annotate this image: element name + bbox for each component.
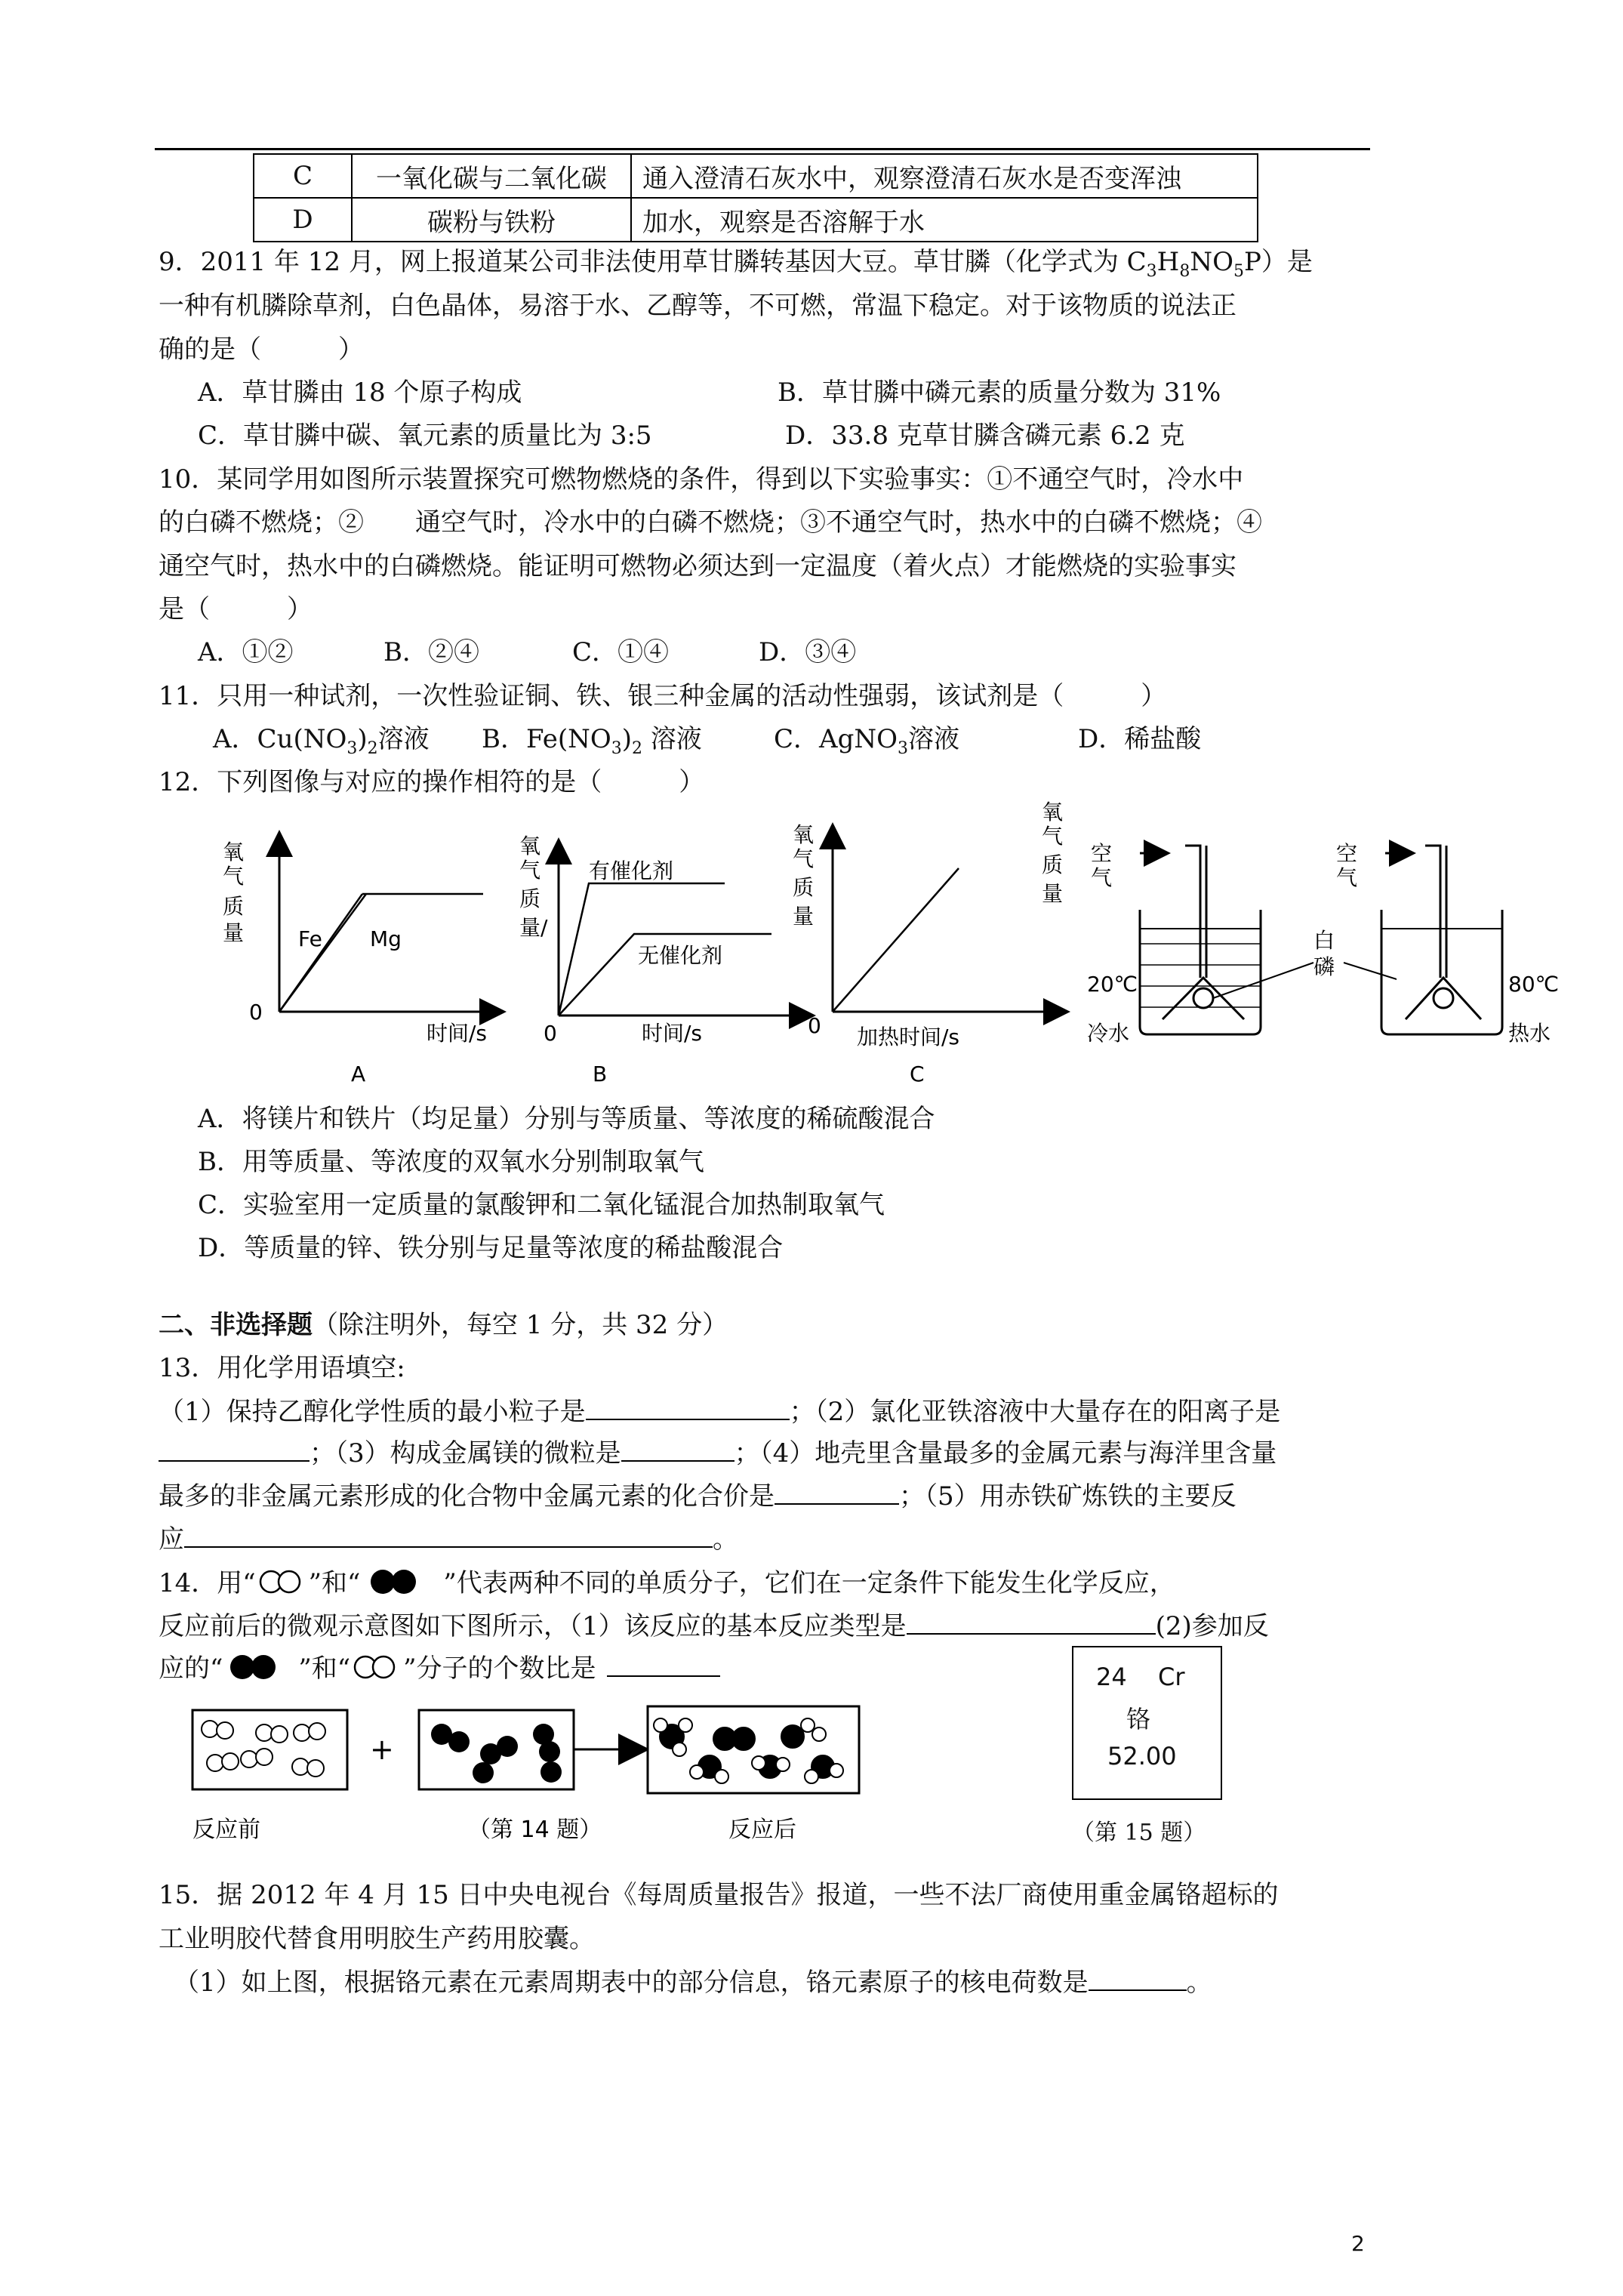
blank-14-2[interactable] — [607, 1653, 720, 1677]
temp-80: 80℃ — [1508, 972, 1560, 997]
q15-figure-caption: （第 15 题） — [1072, 1820, 1206, 1846]
q12-figure-d-right — [1336, 800, 1608, 1102]
graph-d-ylabel-2: 气 — [1042, 824, 1064, 849]
q9-option-a: A．草甘膦由 18 个原子构成 — [198, 378, 522, 408]
graph-b-ylabel-3: 质 — [519, 886, 541, 911]
q11-option-c: C．AgNO$_3$溶液 — [774, 724, 959, 758]
row-label: D — [254, 198, 352, 242]
graph-b-caption: B — [593, 1062, 608, 1086]
temp-20: 20℃ — [1087, 972, 1138, 997]
q11-option-a: A．$Cu(NO_3)_2$溶液 — [213, 724, 430, 758]
row-label: C — [254, 154, 352, 198]
graph-a — [223, 834, 502, 1086]
q10-line4: 是（ ） — [159, 594, 313, 624]
black-molecule-icon — [223, 1654, 298, 1680]
q9-line1: 9．2011 年 12 月，网上报道某公司非法使用草甘膦转基因大豆。草甘膦（化学式为 $C_3H_8NO_5P$）是 — [159, 247, 1313, 281]
graph-a-series-fe: Fe — [298, 926, 322, 951]
q13-line2: （1）保持乙醇化学性质的最小粒子是 ；（2）氯化亚铁溶液中大量存在的阳离子是 — [159, 1397, 1281, 1427]
graph-c-xlabel: 加热时间/s — [857, 1025, 960, 1049]
air-label-1b: 气 — [1091, 865, 1113, 890]
q10-line2: 的白磷不燃烧；② 通空气时，冷水中的白磷不燃烧；③不通空气时，热水中的白磷不燃烧；④ — [159, 507, 1262, 538]
air-label-1a: 空 — [1091, 841, 1113, 866]
graph-a-origin: 0 — [249, 1000, 263, 1025]
graph-c-ylabel-1: 氧 — [793, 822, 815, 847]
section2-heading: 二、非选择题（除注明外，每空 1 分，共 32 分） — [159, 1310, 728, 1340]
q10-option-d: D．③④ — [759, 637, 857, 667]
row-item: 碳粉与铁粉 — [352, 198, 631, 242]
air-label-2a: 空 — [1336, 841, 1358, 866]
graph-b-ylabel-4: 量/ — [519, 915, 548, 940]
blank-14-1[interactable] — [907, 1610, 1156, 1635]
q15-line1: 15．据 2012 年 4 月 15 日中央电视台《每周质量报告》报道，一些不法厂商使用重金属铬超标的 — [159, 1880, 1279, 1910]
q9-line3: 确的是（ ） — [159, 334, 364, 365]
q9-option-d: D．33.8 克草甘膦含磷元素 6.2 克 — [785, 421, 1185, 451]
q12-figures — [151, 800, 1397, 1102]
graph-b-ylabel-1: 氧 — [519, 834, 541, 858]
q13-line5: 应 。 — [159, 1524, 738, 1555]
white-molecule-icon — [350, 1654, 403, 1680]
air-label-2b: 气 — [1336, 865, 1358, 890]
q12-option-a: A．将镁片和铁片（均足量）分别与等质量、等浓度的稀硫酸混合 — [198, 1104, 935, 1134]
graph-c-ylabel-3: 质 — [793, 875, 815, 900]
q15-line3: （1）如上图，根据铬元素在元素周期表中的部分信息，铬元素原子的核电荷数是 。 — [174, 1968, 1212, 1998]
atomic-mass: 52.00 — [1107, 1742, 1177, 1771]
before-label: 反应前 — [192, 1817, 260, 1843]
q11-line1: 11．只用一种试剂，一次性验证铜、铁、银三种金属的活动性强弱，该试剂是（ ） — [159, 681, 1167, 711]
graph-b — [519, 834, 815, 1086]
q15-line2: 工业明胶代替食用明胶生产药用胶囊。 — [159, 1924, 595, 1954]
atomic-number: 24 — [1096, 1663, 1127, 1691]
element-name: 铬 — [1126, 1705, 1151, 1734]
water-cold: 冷水 — [1087, 1021, 1130, 1046]
graph-d-ylabel-3: 质 — [1042, 852, 1064, 877]
graph-a-series-mg: Mg — [370, 926, 402, 951]
graph-c-origin: 0 — [808, 1013, 821, 1038]
white-molecule-icon — [256, 1569, 309, 1595]
graph-b-origin: 0 — [544, 1021, 557, 1046]
q11-option-b: B．$Fe(NO_3)_2$ 溶液 — [482, 724, 702, 758]
blank-13-3[interactable] — [621, 1438, 735, 1462]
q12-option-b: B．用等质量、等浓度的双氧水分别制取氧气 — [198, 1147, 704, 1177]
q12-option-c: C．实验室用一定质量的氯酸钾和二氧化锰混合加热制取氧气 — [198, 1190, 885, 1220]
q14-caption: （第 14 题） — [468, 1817, 602, 1843]
q14-line2: 反应前后的微观示意图如下图所示，（1）该反应的基本反应类型是 (2)参加反 — [159, 1611, 1269, 1641]
page-number: 2 — [1351, 2231, 1365, 2256]
graph-b-ylabel-2: 气 — [519, 858, 541, 883]
q14-line3: 应的“ ”和“ ”分子的个数比是 — [159, 1652, 720, 1685]
q13-line1: 13．用化学用语填空: — [159, 1353, 405, 1383]
q12-option-d: D．等质量的锌、铁分别与足量等浓度的稀盐酸混合 — [198, 1233, 784, 1263]
graph-c-ylabel-2: 气 — [793, 846, 815, 871]
q10-option-a: A．①② — [198, 637, 294, 667]
phosphorus-label-2: 磷 — [1313, 954, 1335, 979]
element-cell — [1072, 1646, 1222, 1800]
graph-c — [793, 822, 1066, 1086]
blank-13-1[interactable] — [586, 1396, 790, 1420]
graph-a-ylabel-2: 气 — [223, 864, 245, 889]
options-table — [253, 153, 1258, 242]
water-hot: 热水 — [1508, 1021, 1551, 1046]
graph-a-ylabel-1: 氧 — [223, 840, 245, 864]
q12-line1: 12．下列图像与对应的操作相符的是（ ） — [159, 767, 705, 797]
q9-option-c: C．草甘膦中碳、氧元素的质量比为 3:5 — [198, 421, 652, 451]
q14-line1: 14．用“ ”和“ ”代表两种不同的单质分子，它们在一定条件下能发生化学反应， — [159, 1568, 1175, 1598]
element-symbol: Cr — [1158, 1663, 1185, 1691]
blank-13-2[interactable] — [159, 1438, 310, 1462]
graph-c-caption: C — [910, 1062, 925, 1086]
table-row — [254, 154, 1258, 198]
row-method: 通入澄清石灰水中，观察澄清石灰水是否变浑浊 — [631, 154, 1258, 198]
graph-d-ylabel-4: 量 — [1042, 881, 1064, 906]
graph-d-ylabel-1: 氧 — [1042, 800, 1064, 824]
q10-line1: 10．某同学用如图所示装置探究可燃物燃烧的条件，得到以下实验事实：①不通空气时，冷水中 — [159, 464, 1244, 495]
header-rule — [155, 148, 1370, 150]
q9-line2: 一种有机膦除草剂，白色晶体，易溶于水、乙醇等，不可燃，常温下稳定。对于该物质的说法正 — [159, 291, 1236, 321]
row-method: 加水，观察是否溶解于水 — [631, 198, 1258, 242]
q10-option-b: B．②④ — [383, 637, 479, 667]
black-molecule-icon — [360, 1569, 443, 1595]
graph-a-ylabel-3: 质 — [223, 894, 245, 919]
blank-15-1[interactable] — [1089, 1967, 1187, 1991]
q11-option-d: D．稀盐酸 — [1078, 724, 1202, 754]
graph-a-xlabel: 时间/s — [427, 1021, 488, 1046]
graph-b-series-no-catalyst: 无催化剂 — [638, 943, 723, 968]
before-box — [192, 1710, 347, 1789]
graph-a-ylabel-4: 量 — [223, 920, 245, 945]
blank-13-5[interactable] — [184, 1524, 713, 1548]
q13-line4: 最多的非金属元素形成的化合物中金属元素的化合价是 ；（5）用赤铁矿炼铁的主要反 — [159, 1481, 1236, 1512]
q9-option-b: B．草甘膦中磷元素的质量分数为 31% — [778, 378, 1221, 408]
graph-b-series-catalyst: 有催化剂 — [589, 858, 674, 883]
row-item: 一氧化碳与二氧化碳 — [352, 154, 631, 198]
blank-13-4[interactable] — [775, 1481, 899, 1505]
table-row — [254, 198, 1258, 242]
plus-sign: + — [370, 1733, 394, 1766]
phosphorus-label-1: 白 — [1313, 928, 1335, 953]
q13-line3: ；（3）构成金属镁的微粒是 ；（4）地壳里含量最多的金属元素与海洋里含量 — [159, 1437, 1277, 1470]
graph-b-xlabel: 时间/s — [642, 1021, 703, 1046]
q10-option-c: C．①④ — [572, 637, 670, 667]
after-label: 反应后 — [728, 1817, 796, 1843]
q10-line3: 通空气时，热水中的白磷燃烧。能证明可燃物必须达到一定温度（着火点）才能燃烧的实验事实 — [159, 551, 1236, 581]
graph-a-caption: A — [351, 1062, 366, 1086]
graph-c-ylabel-4: 量 — [793, 904, 815, 929]
